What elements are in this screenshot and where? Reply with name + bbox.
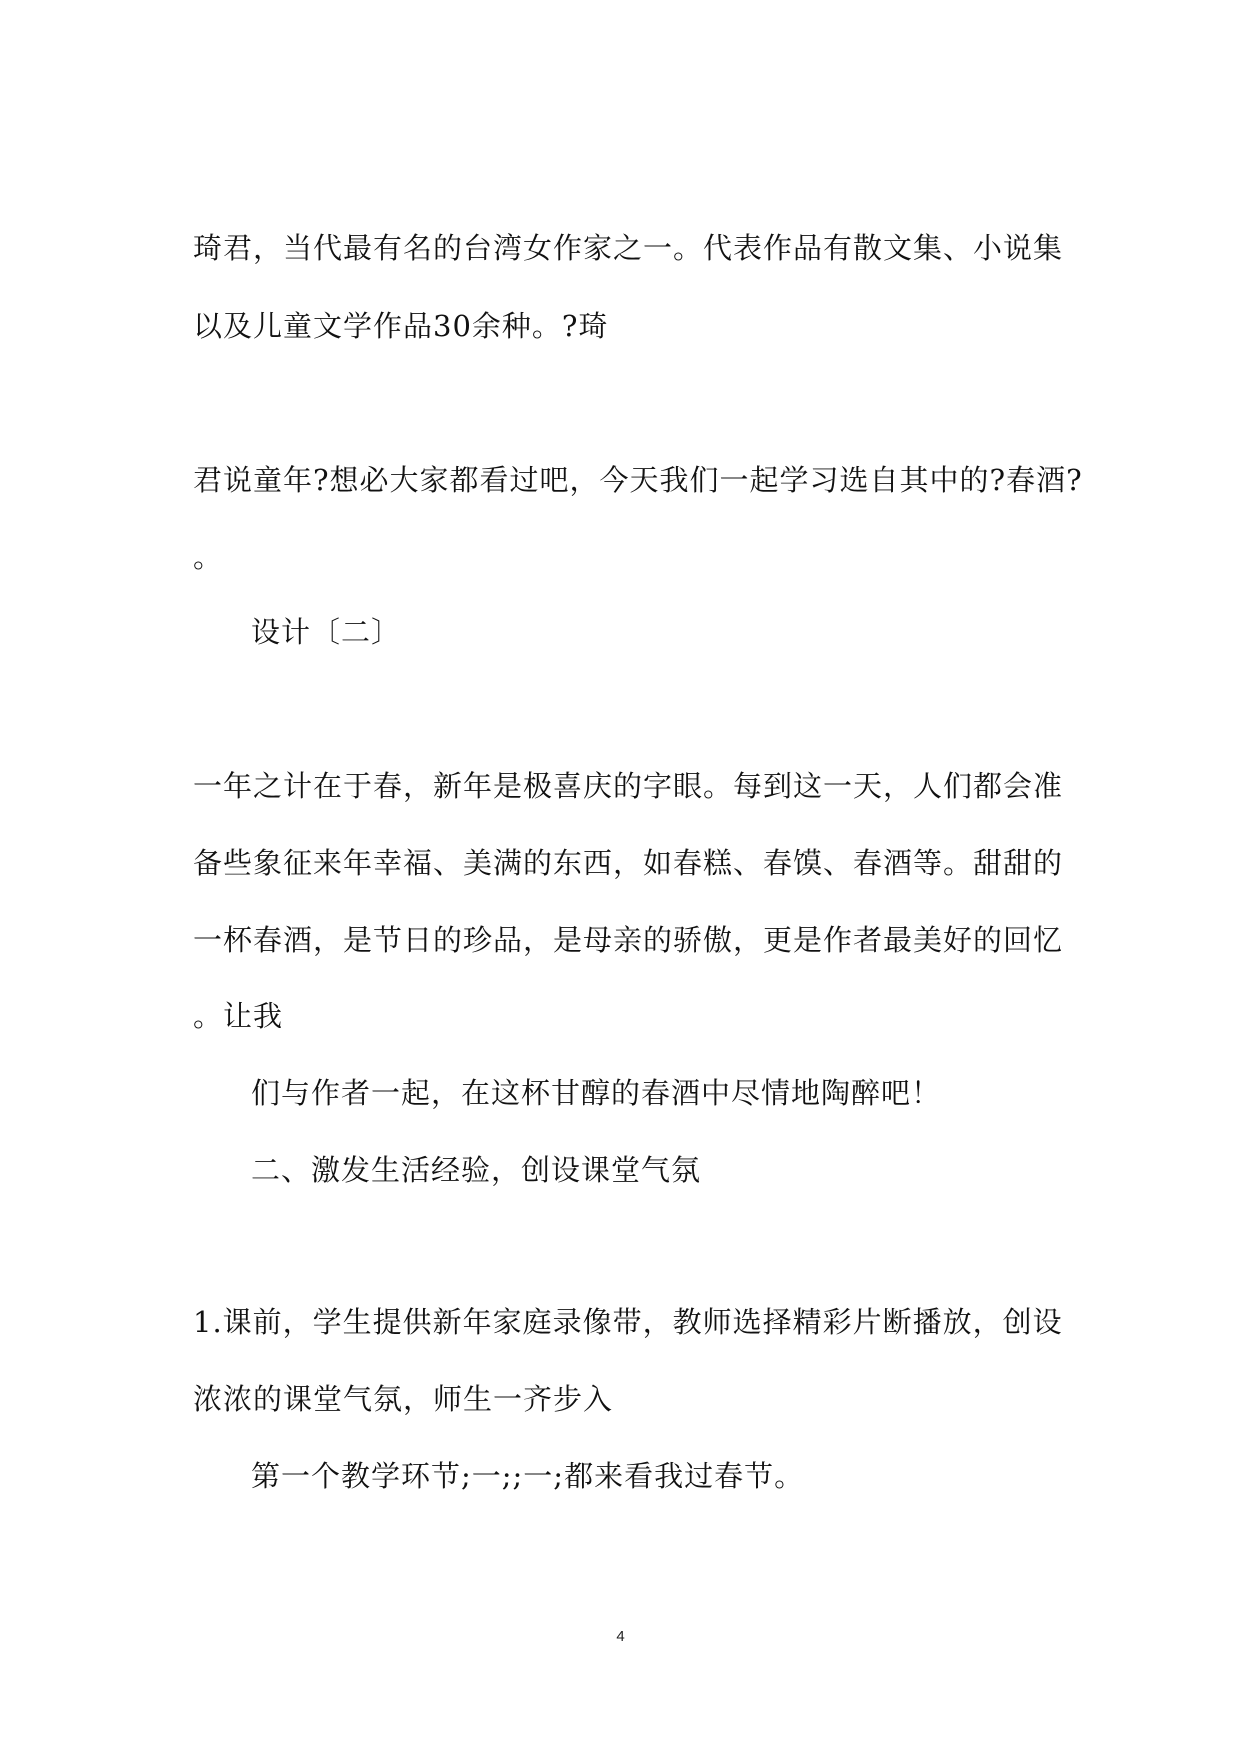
text-line: 琦君，当代最有名的台湾女作家之一。代表作品有散文集、小说集 [193,231,1064,265]
text-line: 1.课前，学生提供新年家庭录像带，教师选择精彩片断播放，创设 [193,1305,1063,1339]
text-line: 。 [193,540,224,574]
text-line: 备些象征来年幸福、美满的东西，如春糕、春馍、春酒等。甜甜的 [193,846,1064,880]
text-line: 君说童年?想必大家都看过吧，今天我们一起学习选自其中的?春酒? [193,463,1083,497]
text-line: 们与作者一起，在这杯甘醇的春酒中尽情地陶醉吧！ [251,1076,942,1110]
text-line: 浓浓的课堂气氛，师生一齐步入 [193,1382,614,1416]
section-heading: 二、激发生活经验，创设课堂气氛 [251,1153,702,1187]
page-number: 4 [616,1628,625,1645]
text-line: 以及儿童文学作品30余种。?琦 [193,309,609,343]
text-line: 第一个教学环节;一;;一;都来看我过春节。 [251,1459,805,1493]
text-line: 一杯春酒，是节日的珍品，是母亲的骄傲，更是作者最美好的回忆 [193,923,1064,957]
section-heading: 设计〔二〕 [251,615,402,649]
text-line: 。让我 [193,999,284,1033]
text-line: 一年之计在于春，新年是极喜庆的字眼。每到这一天，人们都会准 [193,769,1064,803]
